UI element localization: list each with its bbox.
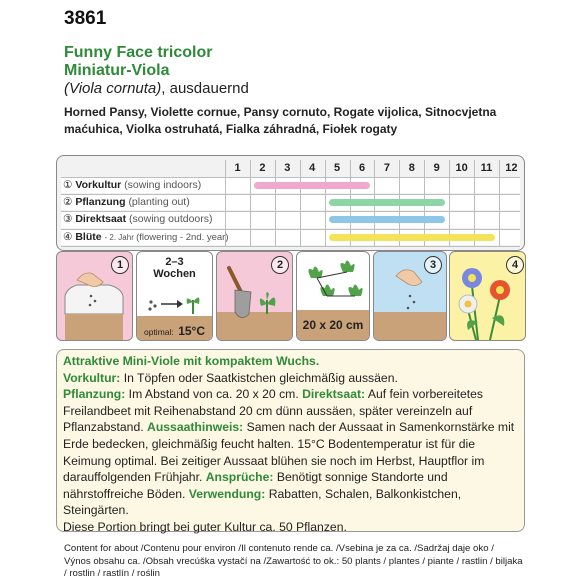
- aussaat-label: Aussaathinweis:: [147, 420, 244, 435]
- direktsaat-label: Direktsaat:: [302, 387, 366, 402]
- verwendung-text: Rabatten, Schalen, Balkonkistchen, Steingärten.: [63, 486, 462, 518]
- content-note-line-1: Content for about /Contenu pour environ /Il contenuto rende ca. /Vsebina je za ca. /Sadržaj daje oko /: [64, 543, 494, 554]
- row-number: ③: [63, 213, 76, 226]
- sowing-calendar: [56, 155, 525, 251]
- calendar-separator: [61, 211, 520, 212]
- pflanzung-label: Pflanzung:: [63, 387, 126, 402]
- common-names-line-1: Horned Pansy, Violette cornue, Pansy cornuto, Rogate vijolica, Sitnocvjetna: [64, 105, 497, 119]
- vorkultur-text: In Töpfen oder Saatkistchen gleichmäßig aussäen.: [120, 370, 398, 385]
- month-label: 5: [334, 162, 341, 174]
- month-label: 8: [408, 162, 415, 174]
- row-subtitle: (sowing outdoors): [129, 213, 213, 226]
- calendar-period-bar: [254, 182, 371, 189]
- common-names: [64, 104, 524, 138]
- row-number: ②: [63, 196, 76, 209]
- month-label: 2: [259, 162, 266, 174]
- headline: Attraktive Mini-Viole mit kompaktem Wuchs.: [63, 354, 320, 368]
- month-label: 10: [455, 162, 468, 174]
- direktsaat-text: Auf fein vorbereitetes Freilandbeet mit Reihenabstand 20 cm dünn aussäen, später vereinzeln auf Pflanzabstand.: [63, 387, 483, 435]
- calendar-gridline: [524, 160, 525, 246]
- step-number: 1: [111, 256, 129, 274]
- month-label: 6: [358, 162, 366, 174]
- portion-text: Diese Portion bringt bei guter Kultur ca. 50 Pflanzen.: [63, 519, 347, 534]
- row-subtitle: (planting out): [128, 196, 190, 209]
- month-label: 1: [234, 162, 241, 174]
- step-number: 4: [506, 256, 524, 274]
- calendar-separator: [61, 194, 520, 195]
- spacing-label: 20 x 20 cm: [302, 318, 364, 332]
- calendar-separator: [61, 246, 520, 247]
- germination-temperature: [139, 322, 210, 340]
- calendar-period-bar: [329, 234, 495, 241]
- temperature-label: optimal:: [143, 327, 174, 337]
- row-number: ①: [63, 179, 76, 191]
- step-sowing-indoors: [56, 251, 133, 341]
- verwendung-label: Verwendung:: [188, 486, 266, 501]
- life-cycle: , ausdauernd: [161, 80, 249, 97]
- row-title: Vorkultur: [75, 179, 125, 191]
- content-note: [64, 543, 524, 581]
- germination-unit: Wochen: [153, 268, 196, 280]
- row-year-note: - 2. Jahr: [104, 232, 137, 242]
- row-title: Direktsaat: [75, 213, 130, 226]
- ansprueche-text: Benötigt sonnige Standorte und nährstoffreiche Böden.: [63, 470, 448, 501]
- calendar-row-label: [63, 179, 201, 191]
- product-name: Funny Face tricolor: [64, 44, 213, 61]
- ansprueche-label: Ansprüche:: [205, 470, 274, 485]
- month-label: 12: [505, 162, 518, 174]
- calendar-separator: [61, 229, 520, 230]
- step-sowing-outdoors: [373, 251, 447, 341]
- common-names-line-2: maćuhica, Violka ostruhatá, Fialka záhradná, Fiołek rogaty: [64, 122, 398, 136]
- product-code: 3861: [64, 8, 107, 29]
- content-note-line-2: Výnos obsahu ca. /Obsah vrecúška vystačí na /Zawartość to ok.: 50 plants / plantes / piante / rastlin / biljaka / rostlin / rastlín / roślin: [64, 555, 523, 580]
- cultivation-instructions: [56, 349, 525, 532]
- step-number: 3: [424, 256, 442, 274]
- month-label: 7: [383, 162, 390, 174]
- calendar-row-label: [63, 196, 190, 208]
- step-germination: [136, 251, 213, 341]
- month-label: 11: [480, 162, 493, 174]
- germination-range: 2–3: [165, 256, 184, 268]
- product-type: Miniatur-Viola: [64, 62, 170, 79]
- seedling-arrow-illustration: [137, 282, 212, 318]
- vorkultur-label: Vorkultur:: [63, 370, 121, 385]
- calendar-row-label: [63, 231, 229, 243]
- row-subtitle: (flowering - 2nd. year): [136, 231, 229, 243]
- month-label: 3: [284, 162, 291, 174]
- temperature-value: 15°C: [178, 324, 206, 338]
- calendar-period-bar: [329, 216, 446, 223]
- aussaat-text: Samen nach der Aussaat in Samenkornstärke mit Erde bedecken, gleichmäßig feucht halten. 15°C Bodentemperatur ist für die Keimung optimal. Bei zeitiger Aussaat blühen sie noch im Herbst, Hauptflor im darauffolgenden Frühjahr.: [63, 420, 515, 485]
- latin-name-line: [64, 80, 249, 97]
- step-number: 2: [271, 256, 289, 274]
- month-label: 9: [433, 162, 440, 174]
- pflanzung-text: Im Abstand von ca. 20 x 20 cm.: [125, 387, 303, 402]
- calendar-row-label: [63, 213, 213, 225]
- row-subtitle: (sowing indoors): [124, 179, 202, 191]
- step-flowering: [449, 251, 526, 341]
- row-number: ④: [63, 230, 76, 243]
- germination-time: [137, 256, 212, 280]
- row-title: Blüte: [75, 230, 105, 243]
- instructions-text: [63, 370, 518, 536]
- month-label: 4: [309, 162, 316, 174]
- row-title: Pflanzung: [75, 196, 129, 209]
- calendar-separator: [61, 177, 520, 178]
- latin-name: (Viola cornuta): [64, 80, 162, 97]
- step-spacing: [296, 251, 370, 341]
- step-planting-out: [216, 251, 293, 341]
- calendar-period-bar: [329, 199, 446, 206]
